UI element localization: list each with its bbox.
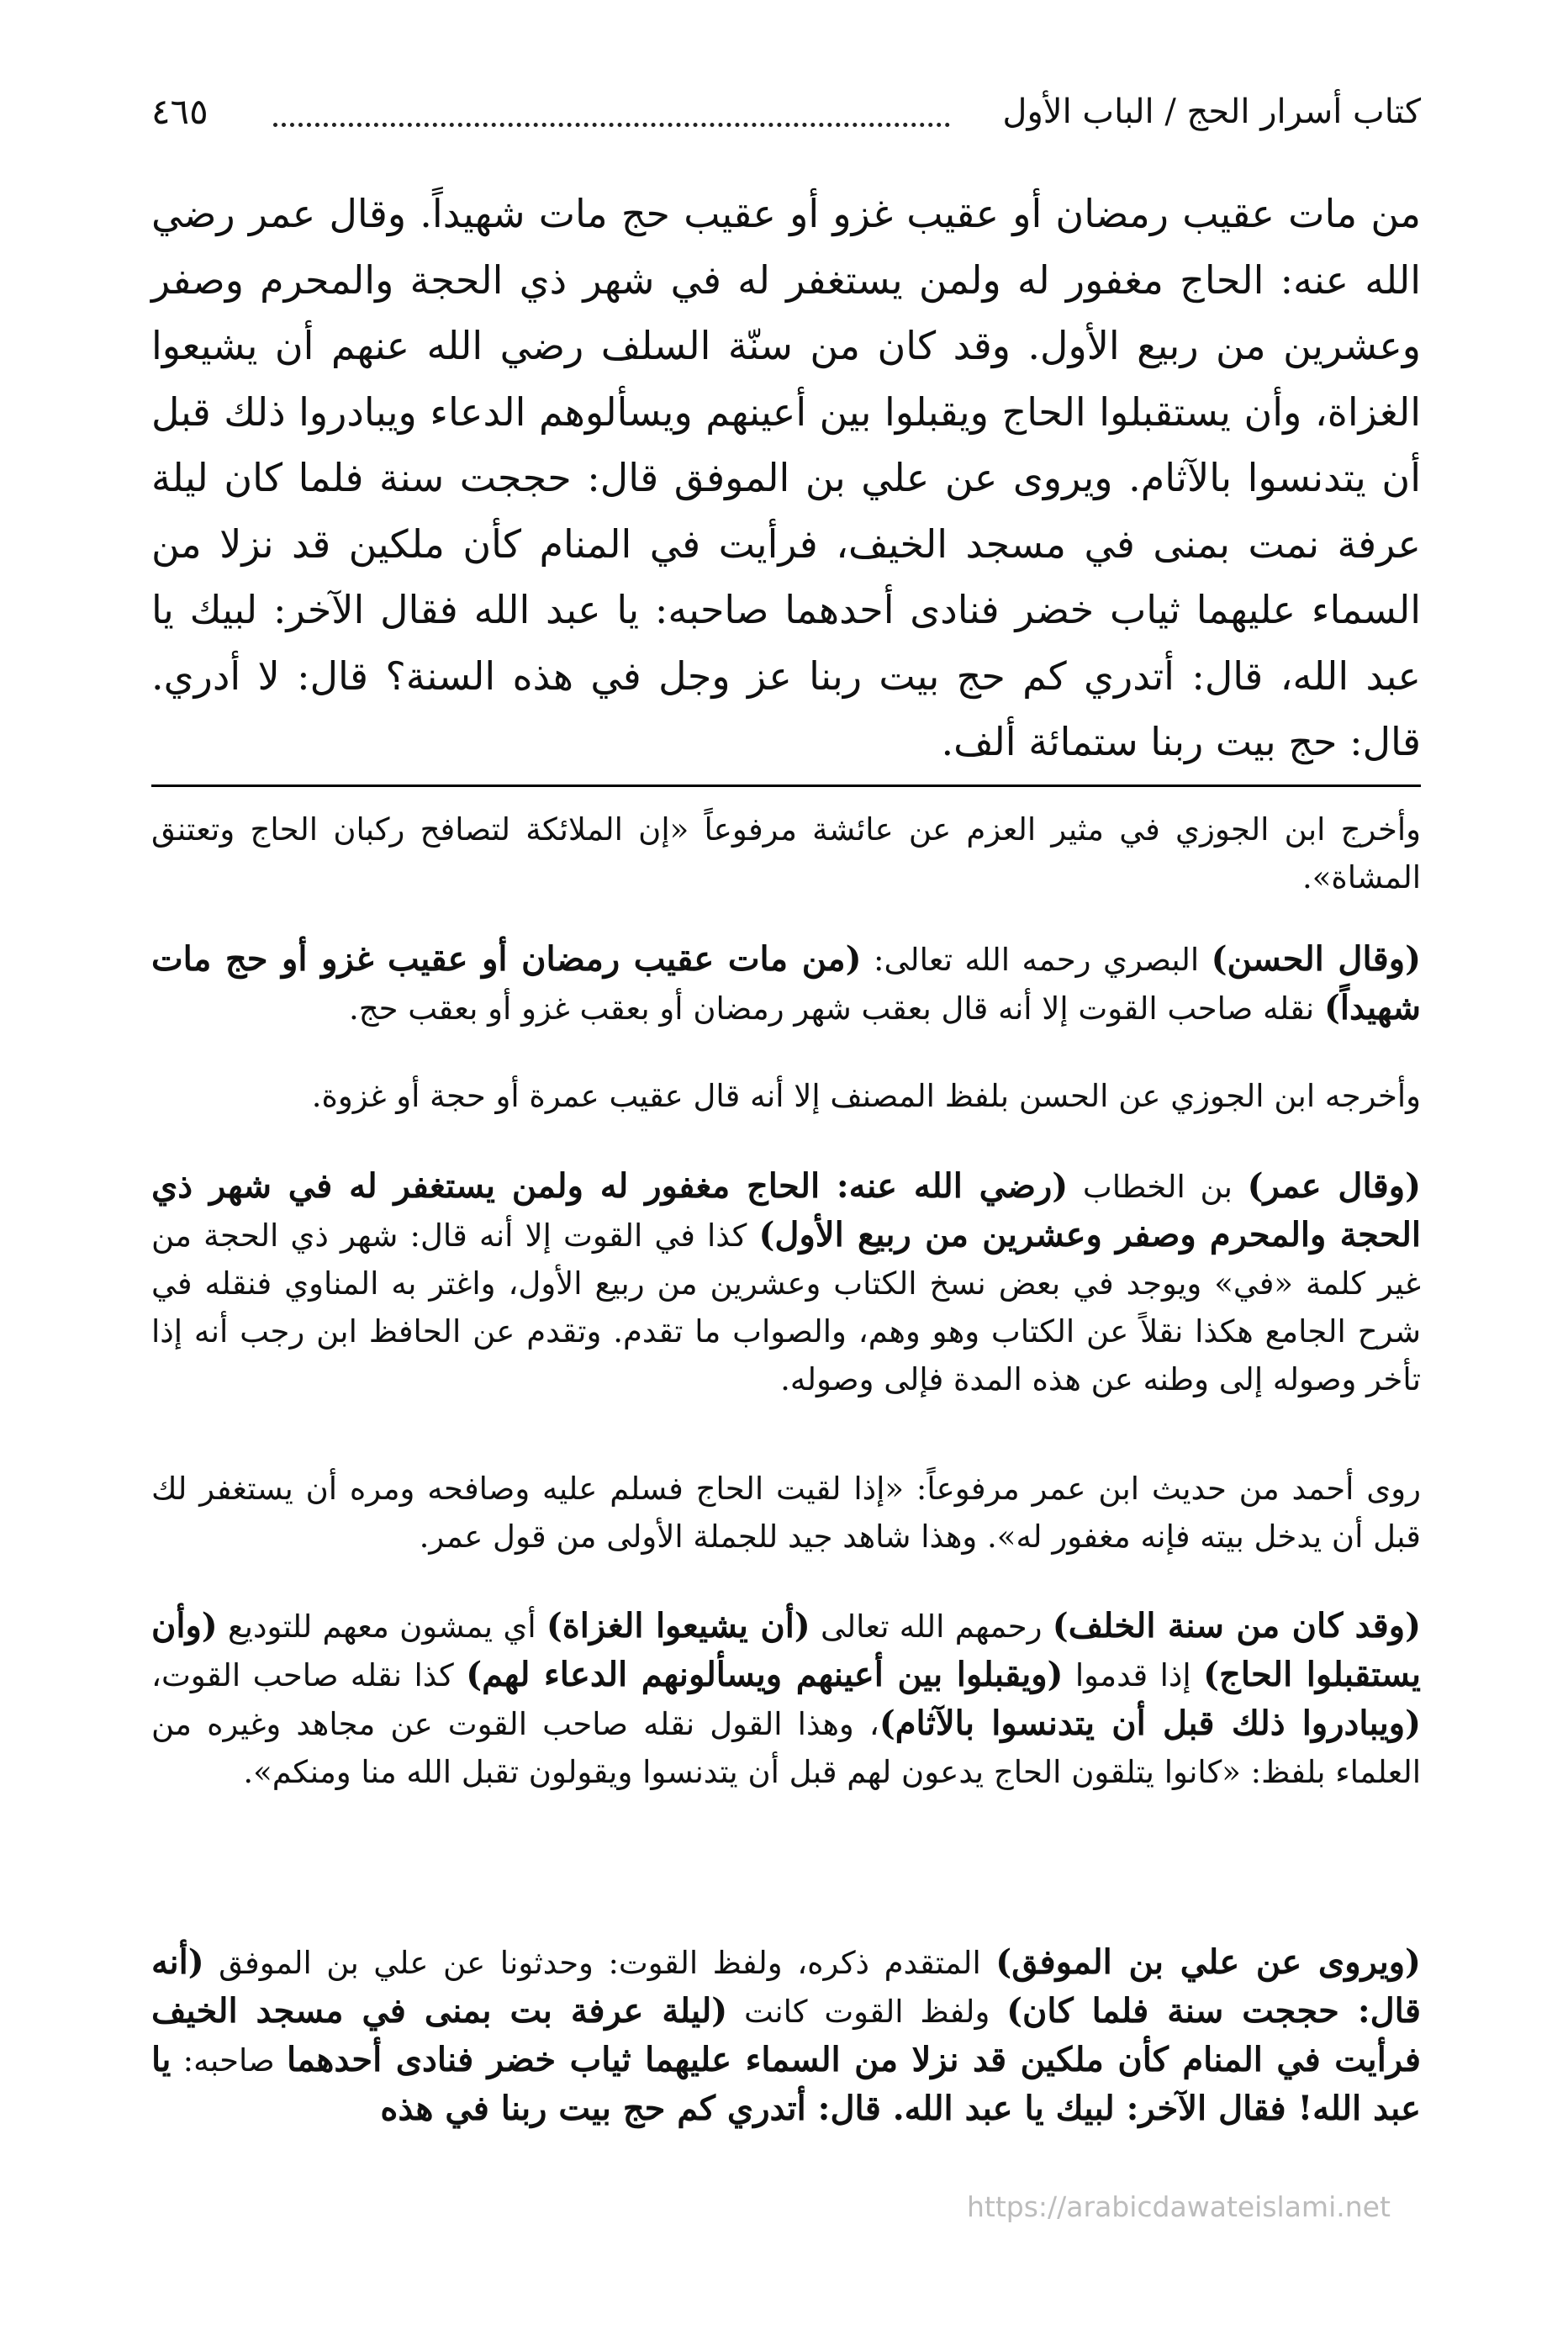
quote-bold: (أنه قال: حججت سنة فلما كان): [151, 1942, 1421, 2031]
quote-bold: (ليلة عرفة بت بمنى في مسجد الخيف فرأيت في المنام كأن ملكين قد نزلا من السماء عليهما ثياب خضر فنادى أحدهما: [151, 1991, 1421, 2079]
quote-bold: (وقد كان من سنة الخلف): [1052, 1606, 1422, 1646]
commentary-text: رحمهم الله تعالى: [810, 1609, 1053, 1645]
watermark-url: https://arabicdawateislami.net: [967, 2190, 1391, 2223]
quote-bold: (وقال الحسن): [1211, 939, 1422, 979]
commentary-text: ولفظ القوت كانت: [727, 1994, 1007, 2030]
commentary-text: البصري رحمه الله تعالى:: [861, 942, 1212, 978]
quote-bold: (ويروى عن علي بن الموفق): [995, 1942, 1421, 1982]
commentary-text: كذا في القوت إلا أنه قال: شهر ذي الحجة من غير كلمة «في» ويوجد في بعض نسخ الكتاب وعشرين من ربيع الأول، واغتر به المناوي فنقله في شرح الجامع هكذا نقلاً عن الكتاب وهو وهم، والصواب ما تقدم. وتقدم عن الحافظ ابن رجب أنه إذا تأخر وصوله إلى وطنه عن هذه المدة فإلى وصوله.: [151, 1218, 1421, 1397]
commentary-text: المتقدم ذكره، ولفظ القوت: وحدثونا عن علي بن الموفق: [203, 1945, 996, 1981]
quote-bold: (وقال عمر): [1247, 1166, 1422, 1206]
commentary-text: إذا قدموا: [1063, 1657, 1204, 1693]
quote-bold: (ويبادروا ذلك قبل أن يتدنسوا بالآثام): [879, 1704, 1421, 1743]
quote-bold: (وأن يستقبلوا الحاج): [151, 1606, 1421, 1694]
commentary-paragraph-7: [151, 1938, 1421, 2133]
commentary-text: ، وهذا القول نقله صاحب القوت عن مجاهد وغيره من العلماء بلفظ: «كانوا يتلقون الحاج يدعون لهم قبل أن يتدنسوا ويقولون تقبل الله منا ومنكم».: [151, 1706, 1421, 1790]
header-title: كتاب أسرار الحج / الباب الأول: [1002, 92, 1421, 131]
commentary-paragraph-6: [151, 1602, 1421, 1796]
page-number: ٤٦٥: [151, 91, 209, 132]
quote-bold: (من مات عقيب رمضان أو عقيب غزو أو حج مات شهيداً): [151, 939, 1421, 1028]
commentary-text: صاحبه:: [171, 2042, 287, 2079]
commentary-paragraph-5: روى أحمد من حديث ابن عمر مرفوعاً: «إذا لقيت الحاج فسلم عليه وصافحه ومره أن يستغفر لك قبل أن يدخل بيته فإنه مغفور له». وهذا شاهد جيد للجملة الأولى من قول عمر.: [151, 1471, 1421, 1555]
main-text: من مات عقيب رمضان أو عقيب غزو أو عقيب حج مات شهيداً. وقال عمر رضي الله عنه: الحاج مغفور له ولمن يستغفر له في شهر ذي الحجة والمحرم وصفر وعشرين من ربيع الأول. وقد كان من سنّة السلف رضي الله عنهم أن يشيعوا الغزاة، وأن يستقبلوا الحاج ويقبلوا بين أعينهم ويسألوهم الدعاء ويبادروا ذلك قبل أن يتدنسوا بالآثام. ويروى عن علي بن الموفق قال: حججت سنة فلما كان ليلة عرفة نمت بمنى في مسجد الخيف، فرأيت في المنام كأن ملكين قد نزلا من السماء عليهما ثياب خضر فنادى أحدهما صاحبه: يا عبد الله فقال الآخر: لبيك يا عبد الله، قال: أتدري كم حج بيت ربنا عز وجل في هذه السنة؟ قال: لا أدري. قال: حج بيت ربنا ستمائة ألف.: [151, 191, 1421, 764]
commentary-text: بن الخطاب: [1068, 1169, 1248, 1205]
quote-bold: (ويقبلوا بين أعينهم ويسألونهم الدعاء لهم): [466, 1655, 1064, 1694]
quote-bold: (رضي الله عنه: الحاج مغفور له ولمن يستغفر له في شهر ذي الحجة والمحرم وصفر وعشرين من ربيع الأول): [151, 1166, 1422, 1255]
footnote-divider: [151, 784, 1421, 787]
commentary-paragraph-1: وأخرج ابن الجوزي في مثير العزم عن عائشة مرفوعاً «إن الملائكة لتصافح ركبان الحاج وتعتنق المشاة».: [151, 811, 1421, 895]
commentary-text: أي يمشون معهم للتوديع: [217, 1609, 546, 1645]
quote-bold: يا عبد الله! فقال الآخر: لبيك يا عبد الله. قال: أتدري كم حج بيت ربنا في هذه: [151, 2040, 1421, 2128]
commentary-paragraph-2: [151, 935, 1421, 1033]
commentary-text: كذا نقله صاحب القوت،: [151, 1657, 467, 1693]
commentary-paragraph-3: وأخرجه ابن الجوزي عن الحسن بلفظ المصنف إلا أنه قال عقيب عمرة أو حجة أو غزوة.: [311, 1078, 1421, 1114]
commentary-text: نقله صاحب القوت إلا أنه قال بعقب شهر رمضان أو بعقب غزو أو بعقب حج.: [348, 991, 1324, 1027]
commentary-paragraph-4: [151, 1162, 1421, 1403]
quote-bold: (أن يشيعوا الغزاة): [546, 1606, 810, 1646]
header-dotted-leader: [273, 89, 950, 127]
running-header: [151, 74, 1421, 150]
